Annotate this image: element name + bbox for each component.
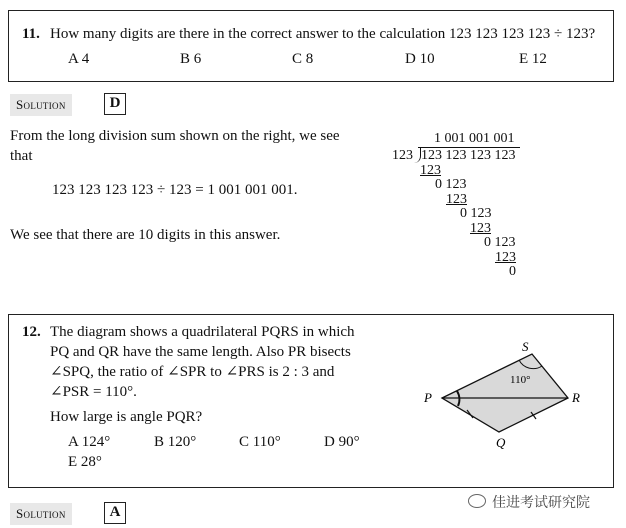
solution-answer-12: A xyxy=(104,502,126,524)
q11-option-b: B 6 xyxy=(180,51,202,67)
q12-option-a: A 124° xyxy=(68,434,111,450)
vertex-q: Q xyxy=(496,435,506,450)
q11-option-d: D 10 xyxy=(405,51,435,67)
quadrilateral-diagram xyxy=(416,336,586,456)
vertex-r: R xyxy=(572,390,580,405)
q11-option-a: A 4 xyxy=(68,51,90,67)
question-12-line-3: ∠SPQ, the ratio of ∠SPR to ∠PRS is 2 : 3 and xyxy=(50,364,335,380)
q11-option-c: C 8 xyxy=(292,51,314,67)
quadrilateral-shape xyxy=(442,354,568,432)
q11-option-e: E 12 xyxy=(519,51,547,67)
division-bracket xyxy=(414,147,421,163)
q12-option-d: D 90° xyxy=(324,434,360,450)
solution-answer: D xyxy=(104,93,126,115)
division-divisor: 123 xyxy=(392,148,413,163)
watermark-icon xyxy=(468,494,486,508)
question-11-text: How many digits are there in the correct answer to the calculation 123 123 123 123 ÷ 123? xyxy=(50,26,596,42)
question-11-number: 11. xyxy=(22,26,40,42)
watermark-text: 佳进考试研究院 xyxy=(492,495,590,511)
division-step: 123 xyxy=(446,192,467,207)
question-11-box xyxy=(8,10,614,82)
solution-label: Solution xyxy=(10,94,72,116)
division-step: 123 xyxy=(420,163,441,178)
question-12-line-4: ∠PSR = 110°. xyxy=(50,384,137,400)
vertex-p: P xyxy=(424,390,432,405)
division-step: 123 xyxy=(495,250,516,265)
q12-option-c: C 110° xyxy=(239,434,281,450)
division-step: 0 123 xyxy=(484,235,516,250)
division-quotient: 1 001 001 001 xyxy=(434,131,515,146)
solution-label-12: Solution xyxy=(10,503,72,525)
question-12-line-1: The diagram shows a quadrilateral PQRS in which xyxy=(50,324,355,340)
division-dividend: 123 123 123 123 xyxy=(421,148,516,163)
solution-paragraph: From the long division sum shown on the right, we see that xyxy=(10,128,340,164)
question-12-number: 12. xyxy=(22,324,41,340)
division-step: 123 xyxy=(470,221,491,236)
vertex-s: S xyxy=(522,339,529,354)
division-step: 0 xyxy=(509,264,516,279)
solution-conclusion: We see that there are 10 digits in this answer. xyxy=(10,227,281,243)
solution-equation: 123 123 123 123 ÷ 123 = 1 001 001 001. xyxy=(52,182,298,198)
q12-option-b: B 120° xyxy=(154,434,197,450)
division-step: 0 123 xyxy=(460,206,492,221)
q12-option-e: E 28° xyxy=(68,454,102,470)
question-12-ask: How large is angle PQR? xyxy=(50,409,203,425)
question-12-line-2: PQ and QR have the same length. Also PR bisects xyxy=(50,344,351,360)
division-step: 0 123 xyxy=(435,177,467,192)
angle-label: 110° xyxy=(510,374,531,386)
